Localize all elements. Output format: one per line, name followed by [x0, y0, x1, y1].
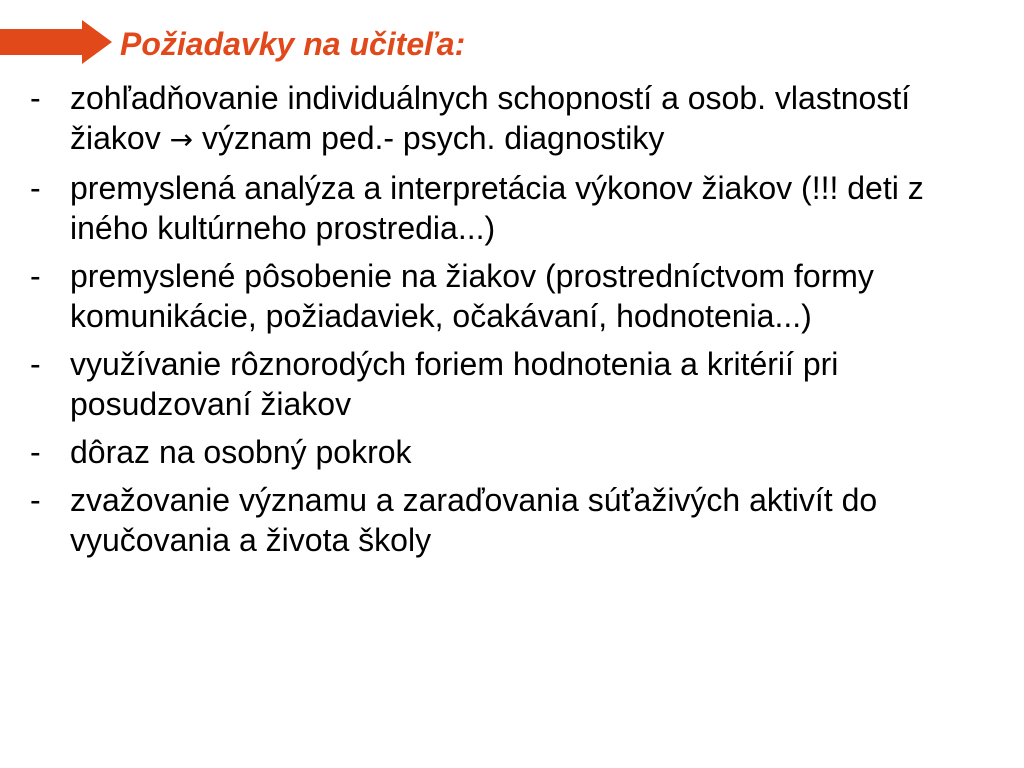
list-item	[26, 344, 1006, 424]
bullet-dash: -	[30, 258, 41, 294]
list-item	[26, 480, 1006, 560]
list-item	[26, 78, 1006, 160]
list-item	[26, 432, 1006, 472]
bullet-list	[26, 78, 1006, 568]
list-item-text: zohľadňovanie individuálnych schopností a osob. vlastností žiakov	[70, 80, 911, 156]
list-item-text: využívanie rôznorodých foriem hodnotenia a kritérií pri posudzovaní žiakov	[70, 346, 839, 422]
bullet-dash: -	[30, 346, 41, 382]
bullet-dash: -	[30, 170, 41, 206]
bullet-dash: -	[30, 80, 41, 116]
list-item	[26, 168, 1006, 248]
list-item-text: premyslené pôsobenie na žiakov (prostredníctvom formy komunikácie, požiadaviek, očakávaní, hodnotenia...)	[70, 258, 874, 334]
list-item-text: zvažovanie významu a zaraďovania súťaživých aktivít do vyučovania a života školy	[70, 482, 878, 558]
bullet-dash: -	[30, 434, 41, 470]
arrow-right-icon	[0, 20, 112, 64]
list-item-text: význam ped.- psych. diagnostiky	[193, 120, 665, 156]
list-item-text: premyslená analýza a interpretácia výkonov žiakov (!!! deti z iného kultúrneho prostredia...)	[70, 170, 924, 246]
bullet-dash: -	[30, 482, 41, 518]
list-item-text: dôraz na osobný pokrok	[70, 434, 412, 470]
slide-title: Požiadavky na učiteľa:	[120, 26, 466, 62]
arrow-symbol: →	[169, 123, 194, 156]
list-item	[26, 256, 1006, 336]
